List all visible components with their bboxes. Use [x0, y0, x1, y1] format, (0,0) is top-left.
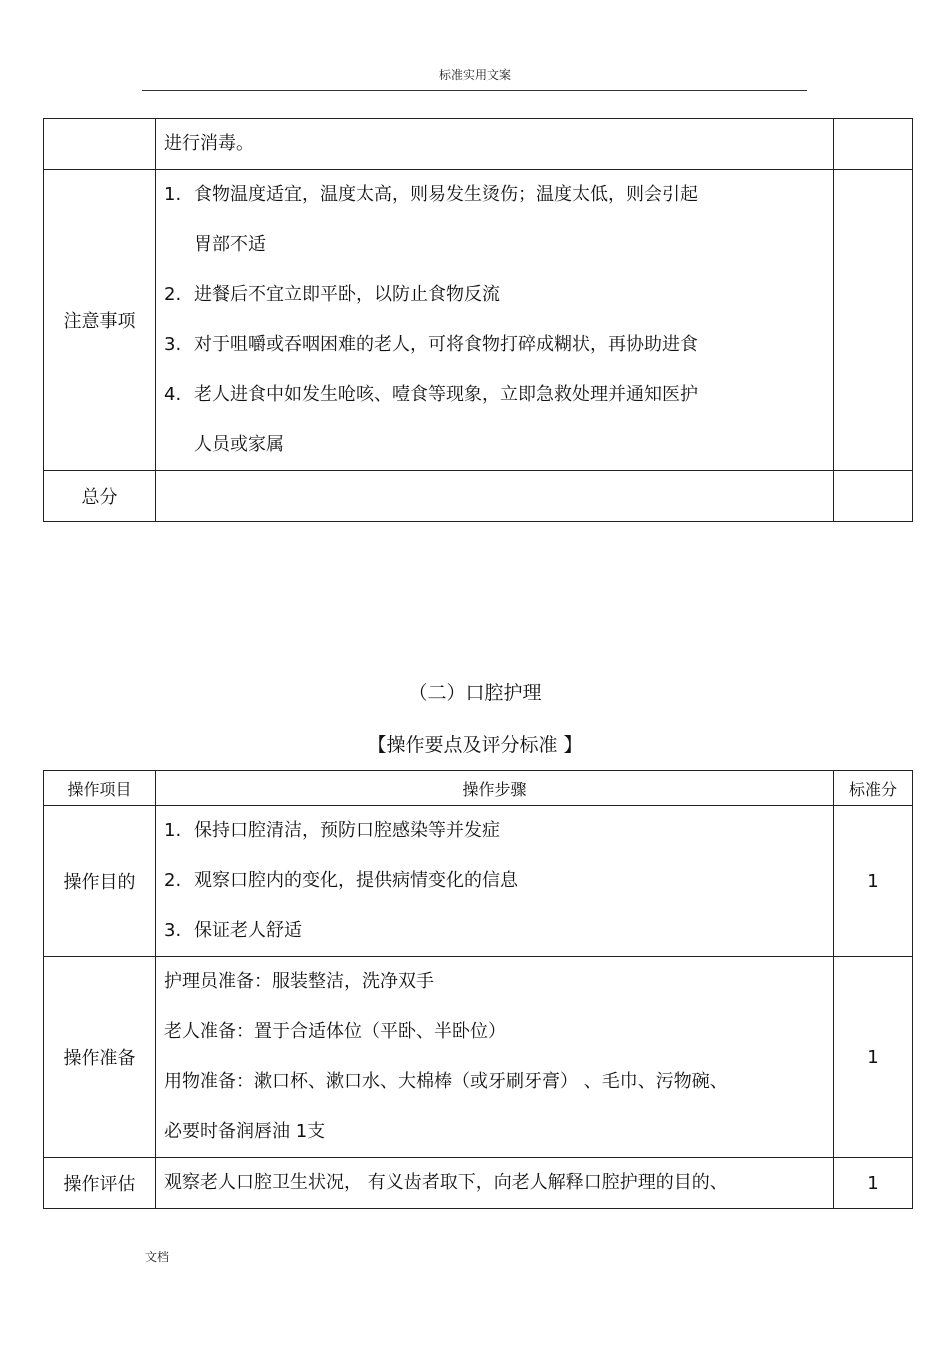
page-footer: 文档: [145, 1250, 170, 1264]
row-label: 操作准备: [44, 957, 156, 1158]
assess-line: 观察老人口腔卫生状况， 有义齿者取下，向老人解释口腔护理的目的、: [164, 1172, 728, 1193]
column-header: 操作项目: [44, 771, 156, 806]
list-item: 3. 保证老人舒适: [164, 920, 302, 941]
notes-cell: [156, 170, 834, 471]
table-row: [44, 119, 913, 170]
prep-line: 护理员准备：服装整洁，洗净双手: [164, 971, 434, 992]
score-cell: [834, 119, 913, 170]
table-cell: [156, 471, 834, 522]
table-row: [44, 1158, 913, 1209]
assess-cell: [156, 1158, 834, 1209]
list-item: 2. 观察口腔内的变化，提供病情变化的信息: [164, 870, 518, 891]
list-item: 4. 老人进食中如发生呛咳、噎食等现象，立即急救处理并通知医护: [164, 384, 698, 405]
prep-line: 老人准备：置于合适体位（平卧、半卧位）: [164, 1021, 506, 1042]
score-cell: 1: [834, 1158, 913, 1209]
prep-line: 必要时备润唇油 1支: [164, 1121, 326, 1142]
list-item-continued: 胃部不适: [194, 234, 266, 255]
row-label: 注意事项: [44, 170, 156, 471]
page-header: 标准实用文案: [438, 68, 511, 82]
table-row: [44, 170, 913, 471]
list-item: 3. 对于咀嚼或吞咽困难的老人，可将食物打碎成糊状，再协助进食: [164, 334, 698, 355]
row-label: 操作目的: [44, 806, 156, 957]
prep-cell: [156, 957, 834, 1158]
column-header: 标准分: [834, 771, 913, 806]
score-cell: [834, 170, 913, 471]
list-item: 1. 保持口腔清洁，预防口腔感染等并发症: [164, 820, 500, 841]
cell-text: 进行消毒。: [164, 133, 254, 154]
prep-line: 用物准备：漱口杯、漱口水、大棉棒（或牙刷牙膏） 、毛巾、污物碗、: [164, 1071, 728, 1092]
table-row: [44, 471, 913, 522]
score-cell: [834, 471, 913, 522]
table-header-row: [44, 771, 913, 806]
row-label: 总分: [44, 471, 156, 522]
column-header: 操作步骤: [156, 771, 834, 806]
section-title: （二）口腔护理: [408, 682, 542, 704]
header-rule: [142, 90, 807, 91]
purpose-cell: [156, 806, 834, 957]
oral-care-table: [43, 770, 913, 1209]
list-item: 1. 食物温度适宜，温度太高，则易发生烫伤；温度太低，则会引起: [164, 184, 698, 205]
list-item: 2. 进餐后不宜立即平卧，以防止食物反流: [164, 284, 500, 305]
table-cell-empty: [44, 119, 156, 170]
section-subtitle: 【操作要点及评分标准 】: [367, 734, 583, 756]
table-row: [44, 806, 913, 957]
row-label: 操作评估: [44, 1158, 156, 1209]
feeding-table: [43, 118, 913, 522]
table-row: [44, 957, 913, 1158]
list-item-continued: 人员或家属: [194, 434, 284, 455]
table-cell: [156, 119, 834, 170]
score-cell: 1: [834, 957, 913, 1158]
score-cell: 1: [834, 806, 913, 957]
